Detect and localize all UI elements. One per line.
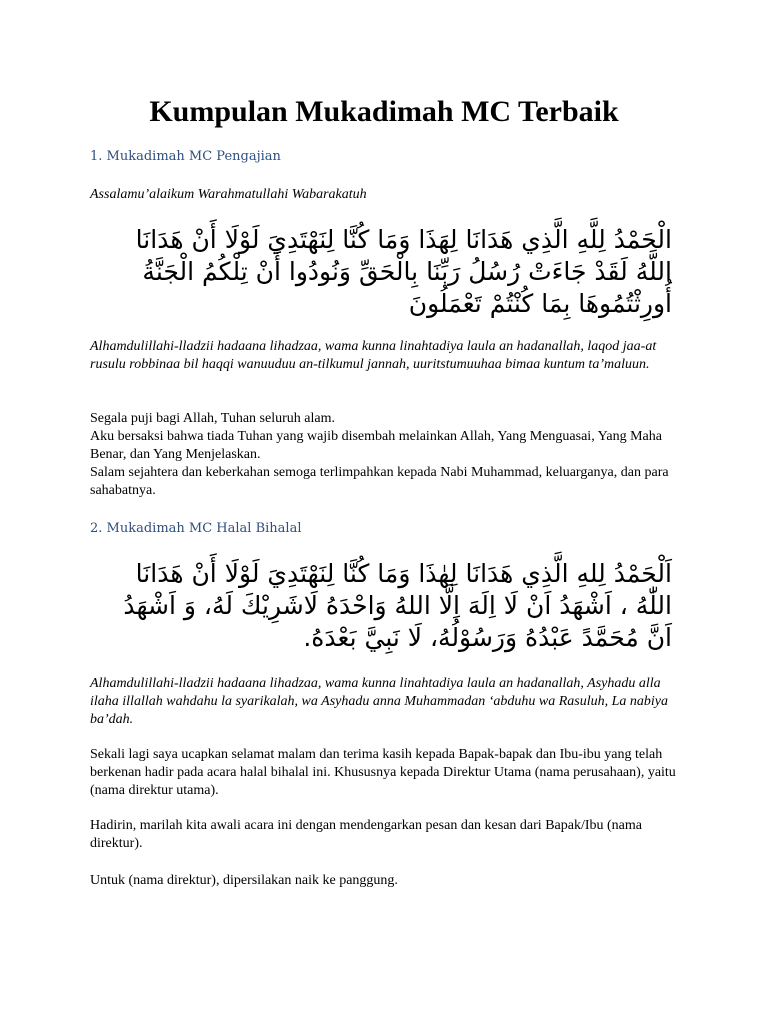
- arabic-line: اَنَّ مُحَمَّدً عَبْدُهُ وَرَسُوْلُهُ، لَا نَبِيَّ بَعْدَهُ.: [303, 623, 672, 652]
- arabic-line: اللّٰهُ ، اَشْهَدُ اَنْ لَا اِلَهَ اِلَّا اللهُ وَاحْدَهُ لَاشَرِيْكَ لَهُ، وَ اَشْهَدُ: [123, 591, 672, 620]
- paragraph-invitation: Hadirin, marilah kita awali acara ini dengan mendengarkan pesan dan kesan dari Bapak/Ibu (nama direktur).: [90, 818, 642, 851]
- salam-greeting: Assalamu’alaikum Warahmatullahi Wabarakatuh: [90, 187, 367, 202]
- arabic-line: الْحَمْدُ لِلَّهِ الَّذِي هَدَانَا لِهَذَا وَمَا كُنَّا لِنَهْتَدِيَ لَوْلَا أَنْ هَدَانَا: [135, 225, 672, 254]
- translation-line: Salam sejahtera dan keberkahan semoga terlimpahkan kepada Nabi Muhammad, keluarganya, dan para sahabatnya.: [90, 465, 669, 498]
- section-heading-pengajian: 1. Mukadimah MC Pengajian: [90, 149, 281, 164]
- transliteration-halal-bihalal: Alhamdulillahi-lladzii hadaana lihadzaa, wama kunna linahtadiya laula an hadanallah, Asyhadu alla ilaha illallah wahdahu la syarikalah, wa Asyhadu anna Muhammadan ‘abduhu wa Rasuluh, La nabiya ba’dah.: [90, 676, 669, 727]
- document-title: Kumpulan Mukadimah MC Terbaik: [149, 95, 619, 128]
- arabic-line: اَلْحَمْدُ لِلهِ الَّذِي هَدَانَا لِهٰذَا وَمَا كُنَّا لِنَهْتَدِيَ لَوْلَا أَنْ هَدَانَا: [135, 559, 672, 588]
- paragraph-welcome-stage: Untuk (nama direktur), dipersilakan naik ke panggung.: [90, 873, 398, 888]
- arabic-text-halal-bihalal: [90, 558, 672, 654]
- translation-line: Aku bersaksi bahwa tiada Tuhan yang wajib disembah melainkan Allah, Yang Menguasai, Yang Maha Benar, dan Yang Menjelaskan.: [90, 429, 662, 462]
- arabic-line: أُورِثْتُمُوهَا بِمَا كُنْتُمْ تَعْمَلُونَ: [408, 289, 672, 318]
- paragraph-thanks: Sekali lagi saya ucapkan selamat malam dan terima kasih kepada Bapak-bapak dan Ibu-ibu yang telah berkenan hadir pada acara halal bihalal ini. Khususnya kepada Direktur Utama (nama perusahaan), yaitu (nama direktur utama).: [90, 747, 676, 798]
- arabic-text-pengajian: [90, 224, 672, 320]
- arabic-line: اللَّهُ لَقَدْ جَاءَتْ رُسُلُ رَبِّنَا بِالْحَقِّ وَنُودُوا أَنْ تِلْكُمُ الْجَنَّةُ: [142, 257, 672, 286]
- section-heading-halal-bihalal: 2. Mukadimah MC Halal Bihalal: [90, 521, 302, 536]
- transliteration-pengajian: Alhamdulillahi-lladzii hadaana lihadzaa, wama kunna linahtadiya laula an hadanallah, laqod jaa-at rusulu robbinaa bil haqqi wanuuduu an-tilkumul jannah, uuritstumuuhaa bimaa kuntum ta’maluun.: [90, 339, 657, 372]
- translation-line: Segala puji bagi Allah, Tuhan seluruh alam.: [90, 411, 335, 426]
- translation-pengajian: [90, 410, 685, 500]
